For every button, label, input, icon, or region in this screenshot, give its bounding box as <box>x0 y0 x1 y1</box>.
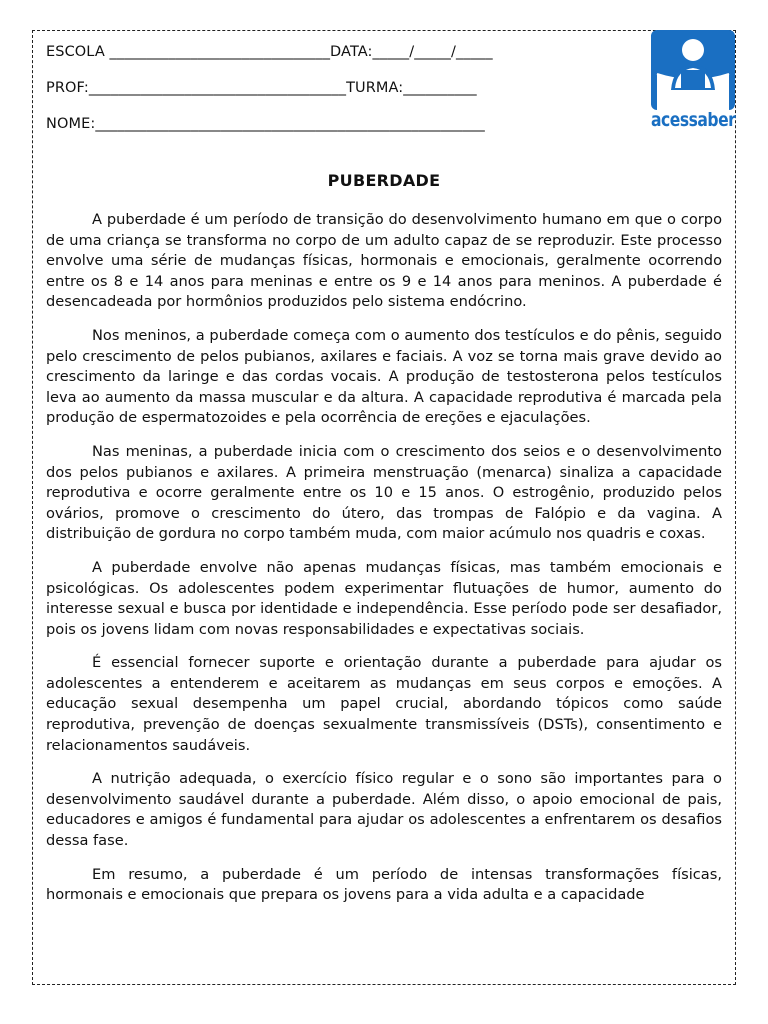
document-body <box>46 210 722 919</box>
logo-wordmark: acessaber <box>651 109 736 131</box>
paragraph: Nos meninos, a puberdade começa com o aumento dos testículos e do pênis, seguido pelo crescimento de pelos pubianos, axilares e faciais. A voz se torna mais grave devido ao crescimento da laringe e das cordas vocais. A produção de testosterona pelos testículos leva ao aumento da massa muscular e da altura. A capacidade reprodutiva é marcada pela produção de espermatozoides e pela ocorrência de ereções e ejaculações. <box>46 326 722 427</box>
teacher-class-text: PROF:___________________________________TURMA:__________ <box>46 80 477 96</box>
paragraph: A puberdade é um período de transição do desenvolvimento humano em que o corpo de uma criança se transforma no corpo de um adulto capaz de se reproduzir. Este processo envolve uma série de mudanças físicas, hormonais e emocionais, geralmente ocorrendo entre os 8 e 14 anos para meninas e entre os 9 e 14 anos para meninos. A puberdade é desencadeada por hormônios produzidos pelo sistema endócrino. <box>46 211 722 311</box>
paragraph: A nutrição adequada, o exercício físico regular e o sono são importantes para o desenvolvimento saudável durante a puberdade. Além disso, o apoio emocional de pais, educadores e amigos é fundamental para ajudar os adolescentes a enfrentarem os desafios dessa fase. <box>46 770 722 850</box>
person-icon <box>651 30 735 110</box>
paragraph: Nas meninas, a puberdade inicia com o crescimento dos seios e o desenvolvimento dos pelos pubianos e axilares. A primeira menstruação (menarca) sinaliza a capacidade reprodutiva e ocorre geralmente entre os 10 e 15 anos. O estrogênio, produzido pelos ovários, promove o crescimento do útero, das trompas de Falópio e da vagina. A distribuição de gordura no corpo também muda, com maior acúmulo nos quadris e coxas. <box>46 442 722 543</box>
paragraph: A puberdade envolve não apenas mudanças físicas, mas também emocionais e psicológicas. Os adolescentes podem experimentar flutuações de humor, aumento do interesse sexual e busca por identidade e independência. Esse período pode ser desafiador, pois os jovens lidam com novas responsabilidades e expectativas sociais. <box>46 558 722 638</box>
school-date-line <box>46 44 493 60</box>
student-name-text: NOME:_____________________________________________________ <box>46 116 485 132</box>
student-name-line <box>46 116 485 132</box>
paragraph: É essencial fornecer suporte e orientação durante a puberdade para ajudar os adolescentes a entenderem e aceitarem as mudanças em seus corpos e emoções. A educação sexual desempenha um papel crucial, abordando tópicos como saúde reprodutiva, prevenção de doenças sexualmente transmissíveis (DSTs), consentimento e relacionamentos saudáveis. <box>46 654 722 754</box>
school-date-text: ESCOLA ______________________________DATA:_____/_____/_____ <box>46 44 493 60</box>
acessaber-logo <box>651 30 735 132</box>
page-title: PUBERDADE <box>327 171 441 190</box>
logo-badge <box>651 30 735 110</box>
teacher-class-line <box>46 80 477 96</box>
paragraph: Em resumo, a puberdade é um período de intensas transformações físicas, hormonais e emocionais que prepara os jovens para a vida adulta e a capacidade <box>46 865 722 904</box>
